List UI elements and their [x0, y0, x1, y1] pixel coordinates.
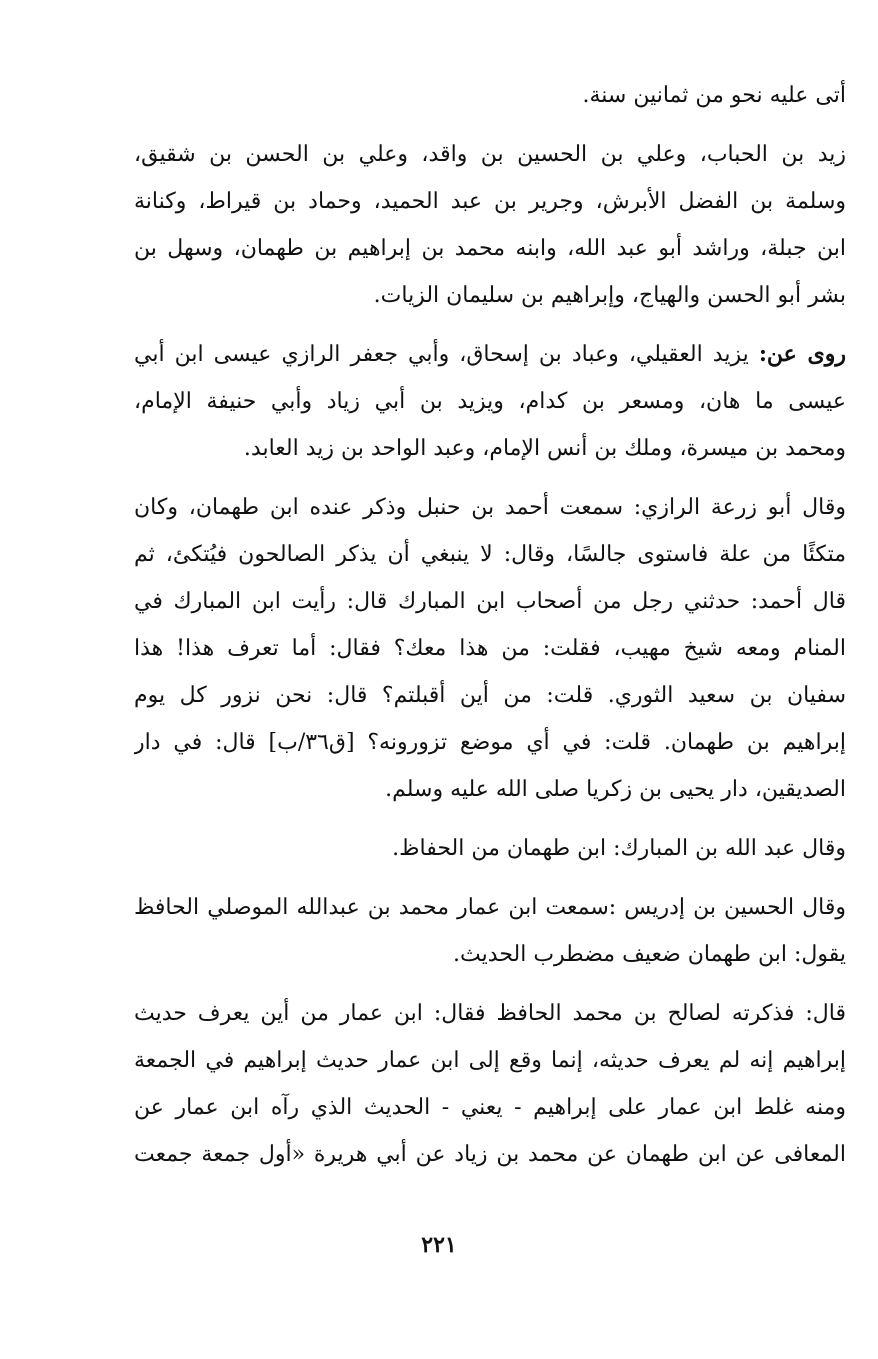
text-line-rest: يزيد العقيلي، وعباد بن إسحاق، وأبي جعفر الرازي عيسى ابن أبي	[134, 342, 749, 367]
text-line: قال أحمد: حدثني رجل من أصحاب ابن المبارك قال: رأيت ابن المبارك في	[134, 589, 846, 614]
page-number: ٢٢١	[421, 1232, 457, 1258]
paragraph-ibn-mubarak	[134, 825, 846, 872]
text-line: الصديقين، دار يحيى بن زكريا صلى الله عليه وسلم.	[385, 777, 846, 802]
text-line: وقال أبو زرعة الرازي: سمعت أحمد بن حنبل وذكر عنده ابن طهمان، وكان	[134, 495, 846, 520]
paragraph-intro	[134, 72, 846, 119]
text-line: بشر أبو الحسن والهياج، وإبراهيم بن سليمان الزيات.	[373, 283, 846, 308]
text-line: متكئًا من علة فاستوى جالسًا، وقال: لا ينبغي أن يذكر الصالحون فيُتكئ، ثم	[134, 542, 846, 567]
text-line: إبراهيم إنه لم يعرف حديثه، إنما وقع إلى ابن عمار حديث إبراهيم في الجمعة	[134, 1048, 846, 1073]
text-line: إبراهيم بن طهمان. قلت: في أي موضع تزورونه؟ [ق٣٦/ب] قال: في دار	[134, 730, 846, 755]
text-line: سفيان بن سعيد الثوري. قلت: من أين أقبلتم؟ قال: نحن نزور كل يوم	[134, 683, 846, 708]
paragraph-students	[134, 131, 846, 319]
text-line: وسلمة بن الفضل الأبرش، وجرير بن عبد الحميد، وحماد بن قيراط، وكنانة	[134, 189, 846, 214]
text-line: المنام ومعه شيخ مهيب، فقلت: من هذا معك؟ فقال: أما تعرف هذا! هذا	[134, 636, 846, 661]
text-line: ومحمد بن ميسرة، وملك بن أنس الإمام، وعبد الواحد بن زيد العابد.	[243, 436, 846, 461]
paragraph-narrated-from	[134, 331, 846, 472]
text-line: زيد بن الحباب، وعلي بن الحسين بن واقد، وعلي بن الحسن بن شقيق،	[134, 142, 846, 167]
text-line: ومنه غلط ابن عمار على إبراهيم - يعني - الحديث الذي رآه ابن عمار عن	[134, 1095, 846, 1120]
text-line: أتى عليه نحو من ثمانين سنة.	[582, 83, 846, 108]
document-page	[134, 72, 846, 1190]
text-line: وقال الحسين بن إدريس :سمعت ابن عمار محمد بن عبدالله الموصلي الحافظ	[134, 895, 846, 920]
text-line: عيسى ما هان، ومسعر بن كدام، ويزيد بن أبي زياد وأبي حنيفة الإمام،	[134, 389, 846, 414]
section-lead: روى عن:	[758, 341, 846, 367]
text-line: ابن جبلة، وراشد أبو عبد الله، وابنه محمد بن إبراهيم بن طهمان، وسهل بن	[134, 236, 846, 261]
paragraph-salih	[134, 990, 846, 1178]
text-line: المعافى عن ابن طهمان عن محمد بن زياد عن أبي هريرة «أول جمعة جمعت	[134, 1142, 846, 1167]
text-line: يقول: ابن طهمان ضعيف مضطرب الحديث.	[453, 942, 846, 967]
paragraph-husayn	[134, 884, 846, 978]
text-line-with-lead	[134, 331, 846, 378]
text-line: قال: فذكرته لصالح بن محمد الحافظ فقال: ابن عمار من أين يعرف حديث	[134, 1001, 846, 1026]
text-line: وقال عبد الله بن المبارك: ابن طهمان من الحفاظ.	[392, 836, 846, 861]
paragraph-abu-zura	[134, 484, 846, 813]
